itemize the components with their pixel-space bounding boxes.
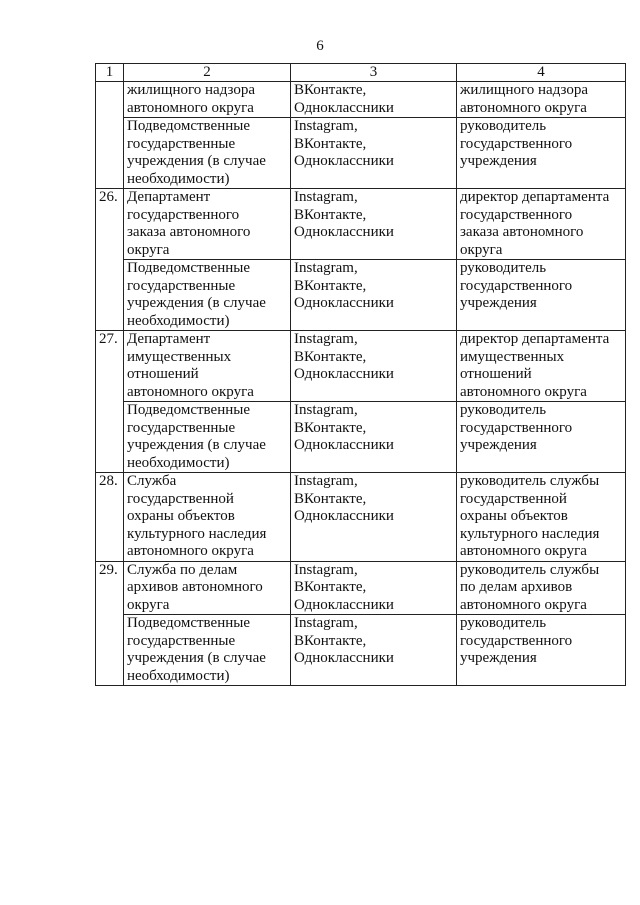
header-col-4: 4 xyxy=(457,64,626,82)
table-row xyxy=(96,331,626,402)
social-networks-cell: Instagram, ВКонтакте, Одноклассники xyxy=(291,189,457,260)
table-row xyxy=(96,402,626,473)
organization-cell: Служба государственной охраны объектов культурного наследия автономного округа xyxy=(124,473,291,562)
organization-cell: Департамент имущественных отношений автономного округа xyxy=(124,331,291,402)
table-row xyxy=(96,561,626,615)
row-number xyxy=(96,82,124,189)
responsible-person-cell: руководитель государственного учреждения xyxy=(457,402,626,473)
responsible-person-cell: руководитель службы государственной охраны объектов культурного наследия автономного округа xyxy=(457,473,626,562)
responsible-person-cell: руководитель государственного учреждения xyxy=(457,615,626,686)
document-table xyxy=(95,63,626,686)
table-row xyxy=(96,473,626,562)
organization-cell: Подведомственные государственные учреждения (в случае необходимости) xyxy=(124,615,291,686)
social-networks-cell: Instagram, ВКонтакте, Одноклассники xyxy=(291,615,457,686)
responsible-person-cell: руководитель государственного учреждения xyxy=(457,260,626,331)
header-col-2: 2 xyxy=(124,64,291,82)
table-row xyxy=(96,82,626,118)
organization-cell: Подведомственные государственные учреждения (в случае необходимости) xyxy=(124,260,291,331)
social-networks-cell: Instagram, ВКонтакте, Одноклассники xyxy=(291,118,457,189)
organization-cell: жилищного надзора автономного округа xyxy=(124,82,291,118)
row-number: 27. xyxy=(96,331,124,473)
social-networks-cell: Instagram, ВКонтакте, Одноклассники xyxy=(291,561,457,615)
responsible-person-cell: руководитель службы по делам архивов автономного округа xyxy=(457,561,626,615)
responsible-person-cell: директор департамента государственного заказа автономного округа xyxy=(457,189,626,260)
table-body xyxy=(96,82,626,686)
table-row xyxy=(96,260,626,331)
organization-cell: Департамент государственного заказа автономного округа xyxy=(124,189,291,260)
social-networks-cell: ВКонтакте, Одноклассники xyxy=(291,82,457,118)
social-networks-cell: Instagram, ВКонтакте, Одноклассники xyxy=(291,473,457,562)
responsible-person-cell: руководитель государственного учреждения xyxy=(457,118,626,189)
table-row xyxy=(96,615,626,686)
row-number: 28. xyxy=(96,473,124,562)
social-networks-cell: Instagram, ВКонтакте, Одноклассники xyxy=(291,402,457,473)
header-col-3: 3 xyxy=(291,64,457,82)
table-row xyxy=(96,189,626,260)
table-row xyxy=(96,118,626,189)
organization-cell: Подведомственные государственные учреждения (в случае необходимости) xyxy=(124,118,291,189)
responsible-person-cell: жилищного надзора автономного округа xyxy=(457,82,626,118)
social-networks-cell: Instagram, ВКонтакте, Одноклассники xyxy=(291,331,457,402)
row-number: 29. xyxy=(96,561,124,686)
social-networks-cell: Instagram, ВКонтакте, Одноклассники xyxy=(291,260,457,331)
responsible-person-cell: директор департамента имущественных отношений автономного округа xyxy=(457,331,626,402)
table-header-row xyxy=(96,64,626,82)
header-col-1: 1 xyxy=(96,64,124,82)
organization-cell: Подведомственные государственные учреждения (в случае необходимости) xyxy=(124,402,291,473)
row-number: 26. xyxy=(96,189,124,331)
page-number: 6 xyxy=(316,38,324,54)
organization-cell: Служба по делам архивов автономного округа xyxy=(124,561,291,615)
